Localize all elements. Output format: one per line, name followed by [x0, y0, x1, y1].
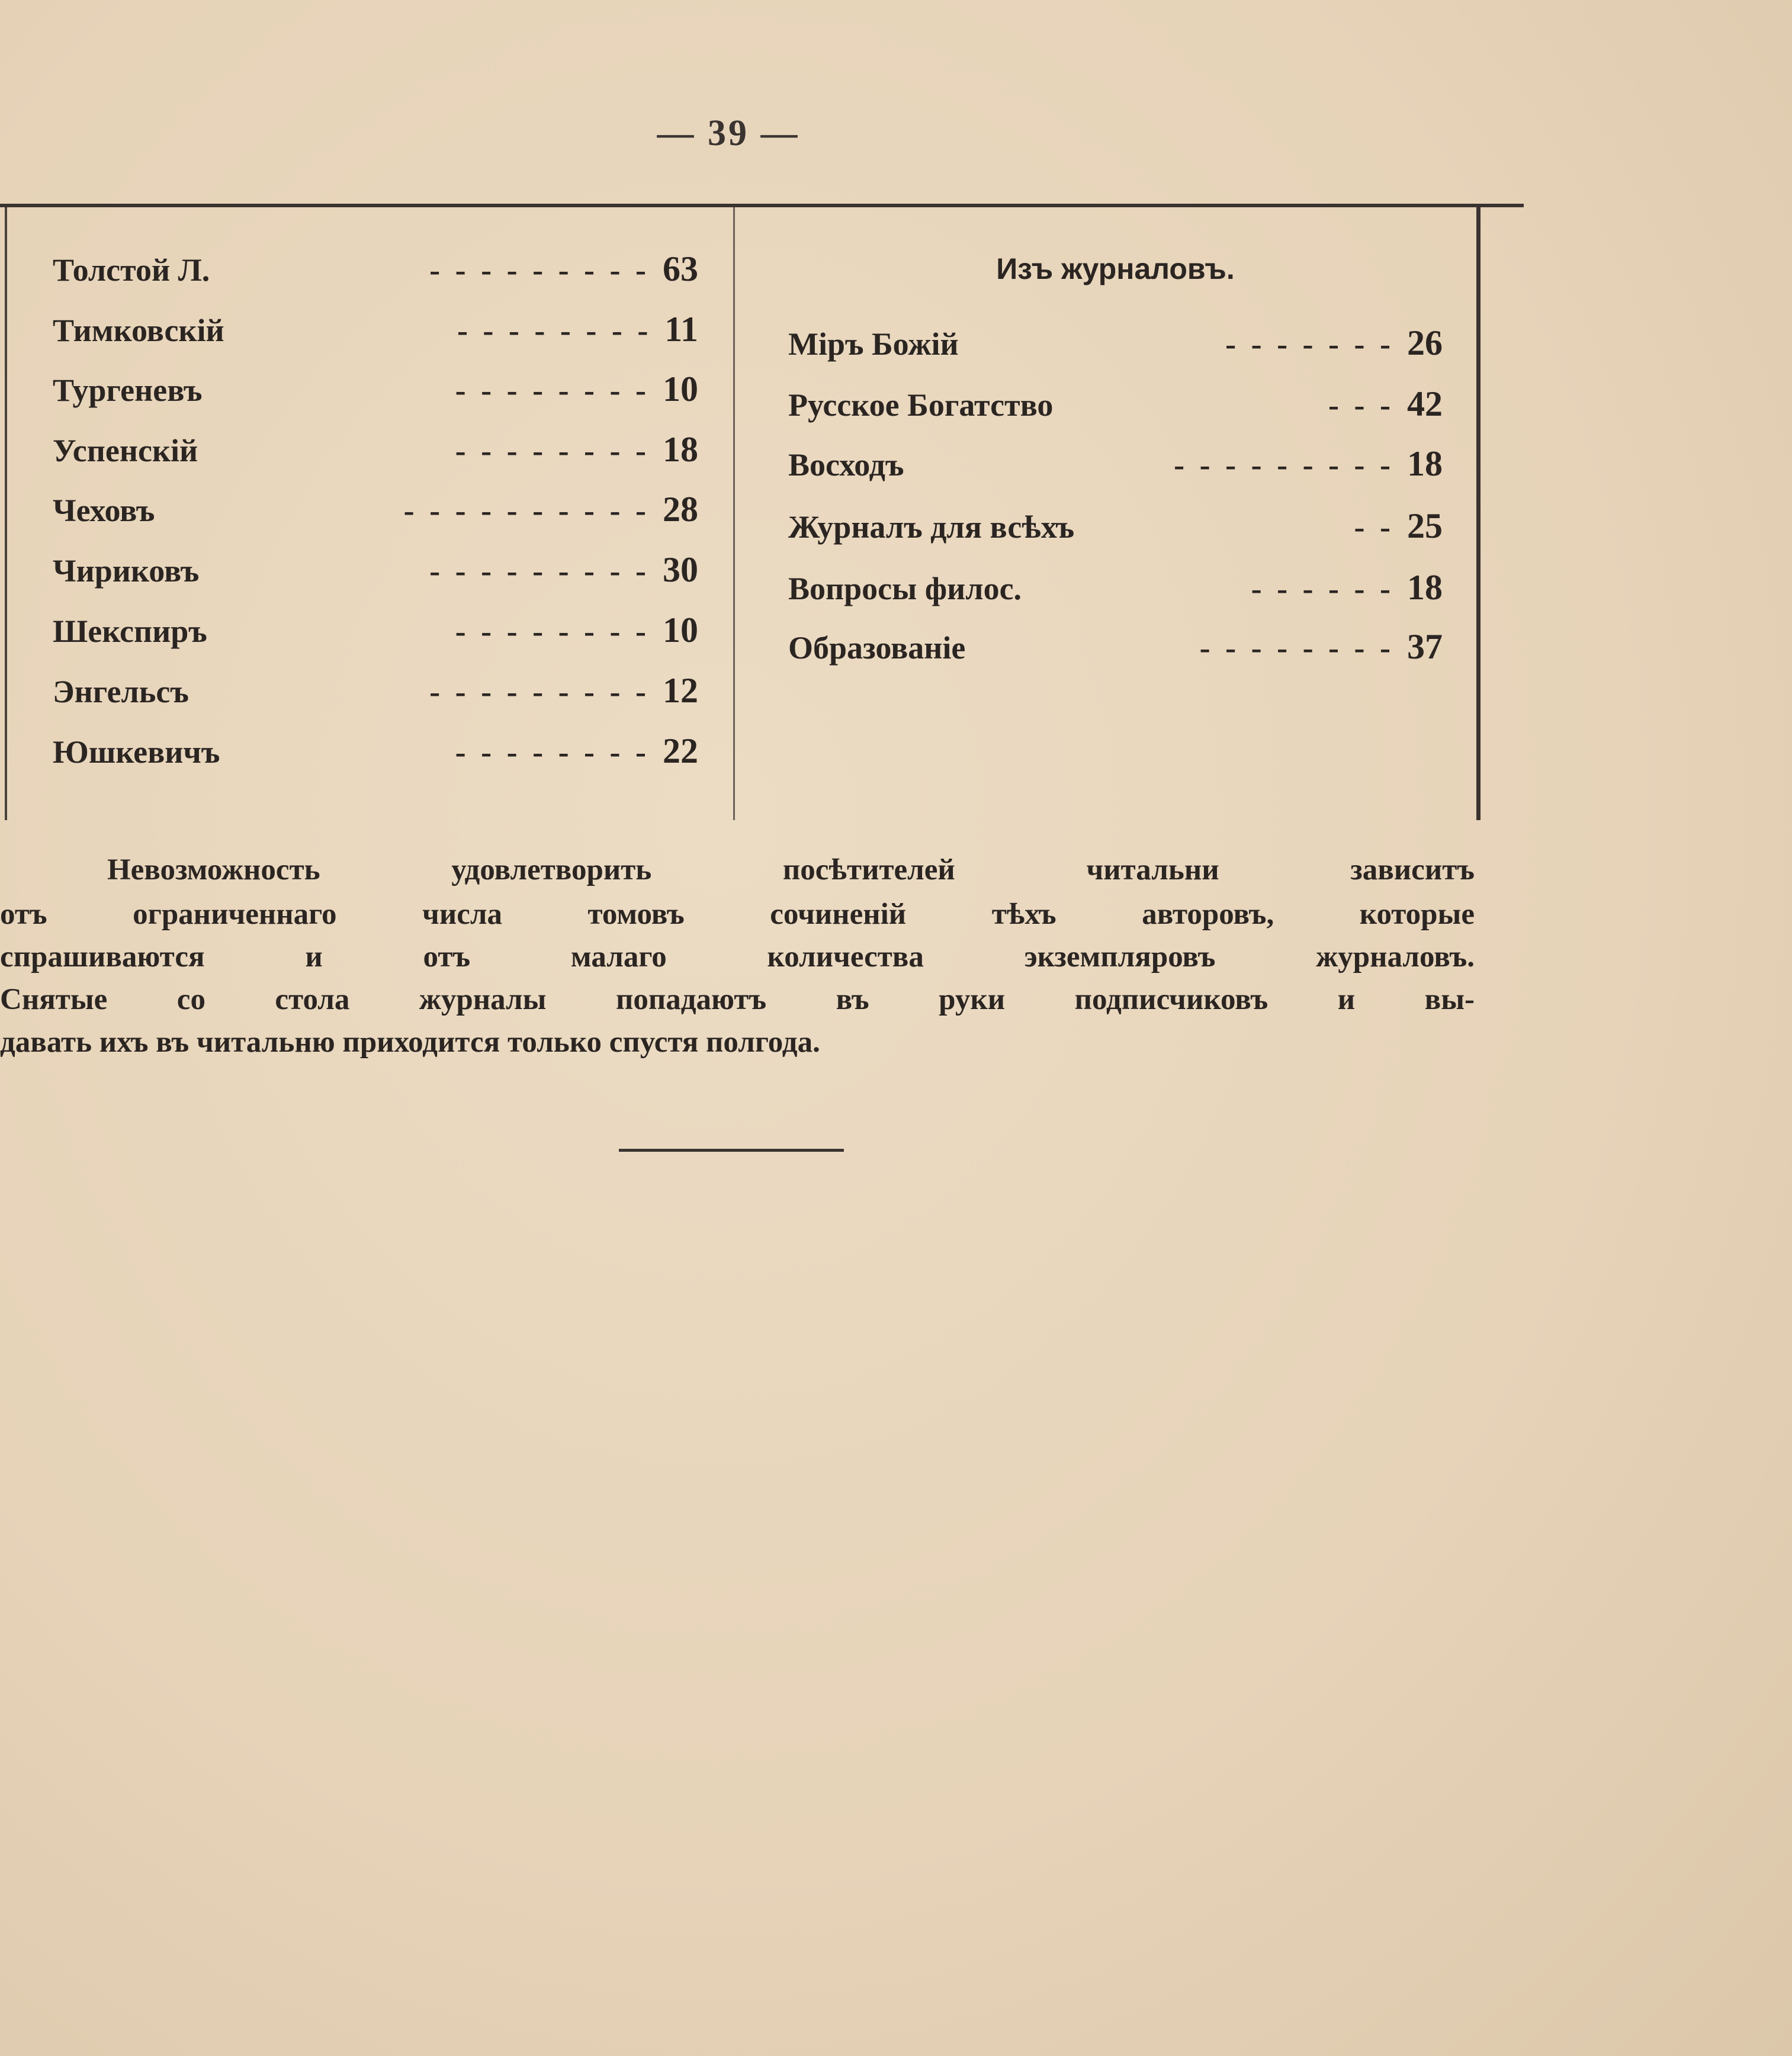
- dot-leader: - - - - - - - -: [455, 734, 650, 770]
- dot-leader: - - - - - - - - -: [429, 553, 650, 589]
- table-left-border: [5, 207, 7, 820]
- dot-leader: - - - - - - - -: [455, 372, 650, 408]
- journal-row: [788, 384, 1443, 425]
- dot-leader: - - - - - - - -: [455, 613, 650, 649]
- author-name: Энгельсъ: [53, 674, 189, 709]
- journal-count: 26: [1407, 323, 1443, 362]
- journal-name: Журналъ для всѣхъ: [788, 509, 1075, 545]
- dot-leader: - - - - - - -: [1225, 326, 1394, 362]
- author-count: 30: [663, 550, 698, 589]
- author-row: [53, 670, 698, 712]
- author-name: Шекспиръ: [53, 613, 207, 649]
- author-count: 28: [663, 490, 698, 529]
- journal-name: Міръ Божій: [788, 326, 959, 362]
- dot-leader: - - - - - - - -: [455, 433, 650, 468]
- author-count: 12: [663, 671, 698, 710]
- journals-heading: Изъ журналовъ.: [996, 252, 1235, 285]
- paragraph-line: Невозможность удовлетворить посѣтителей читальни зависитъ: [107, 853, 1475, 886]
- author-row: [53, 550, 698, 591]
- paragraph-line: спрашиваются и отъ малаго количества экземпляровъ журналовъ.: [0, 940, 1475, 974]
- page-number: — 39 —: [657, 113, 800, 153]
- author-count: 18: [663, 430, 698, 469]
- journal-name: Вопросы филос.: [788, 571, 1022, 606]
- column-divider: [733, 207, 735, 820]
- journal-count: 18: [1407, 444, 1443, 483]
- dot-leader: - -: [1354, 509, 1394, 545]
- dot-leader: - - - - - - - -: [1199, 630, 1394, 666]
- journal-count: 42: [1407, 384, 1443, 423]
- author-name: Толстой Л.: [53, 252, 210, 288]
- author-count: 10: [663, 611, 698, 650]
- dot-leader: - - - - - - - - -: [1174, 447, 1394, 483]
- dot-leader: - - - - - - - - -: [429, 674, 650, 709]
- author-row: [53, 309, 698, 351]
- author-row: [53, 249, 698, 290]
- dot-leader: - - - - - - - - - -: [403, 493, 650, 528]
- table-right-border: [1476, 207, 1481, 820]
- author-row: [53, 489, 698, 531]
- author-name: Тургеневъ: [53, 372, 203, 408]
- author-count: 22: [663, 731, 698, 770]
- journal-name: Русское Богатство: [788, 387, 1054, 423]
- journal-row: [788, 567, 1443, 609]
- journal-row: [788, 323, 1443, 364]
- journal-row: [788, 444, 1443, 485]
- author-row: [53, 731, 698, 772]
- paragraph-line: отъ ограниченнаго числа томовъ сочиненій тѣхъ авторовъ, которые: [0, 898, 1475, 931]
- dot-leader: - - -: [1328, 387, 1394, 423]
- author-name: Юшкевичъ: [53, 734, 220, 770]
- journal-count: 25: [1407, 506, 1443, 545]
- paragraph-line: Снятые со стола журналы попадаютъ въ руки подписчиковъ и вы-: [0, 983, 1475, 1016]
- author-name: Успенскій: [53, 433, 198, 468]
- author-name: Чириковъ: [53, 553, 200, 589]
- top-rule: [0, 204, 1524, 207]
- dot-leader: - - - - - -: [1251, 571, 1394, 606]
- journal-name: Восходъ: [788, 447, 904, 483]
- author-row: [53, 369, 698, 410]
- paragraph-line: давать ихъ въ читальню приходится только спустя полгода.: [0, 1026, 820, 1059]
- author-count: 10: [663, 370, 698, 409]
- dot-leader: - - - - - - - - -: [429, 252, 650, 288]
- author-name: Тимковскій: [53, 313, 224, 348]
- author-row: [53, 610, 698, 651]
- section-end-rule: [619, 1149, 844, 1152]
- dot-leader: - - - - - - - -: [457, 313, 652, 348]
- journal-row: [788, 627, 1443, 668]
- author-name: Чеховъ: [53, 493, 155, 528]
- author-row: [53, 429, 698, 471]
- journal-name: Образованіе: [788, 630, 966, 666]
- journal-row: [788, 506, 1443, 547]
- author-count: 11: [664, 310, 698, 349]
- author-count: 63: [663, 249, 698, 288]
- journal-count: 37: [1407, 627, 1443, 666]
- journal-count: 18: [1407, 568, 1443, 607]
